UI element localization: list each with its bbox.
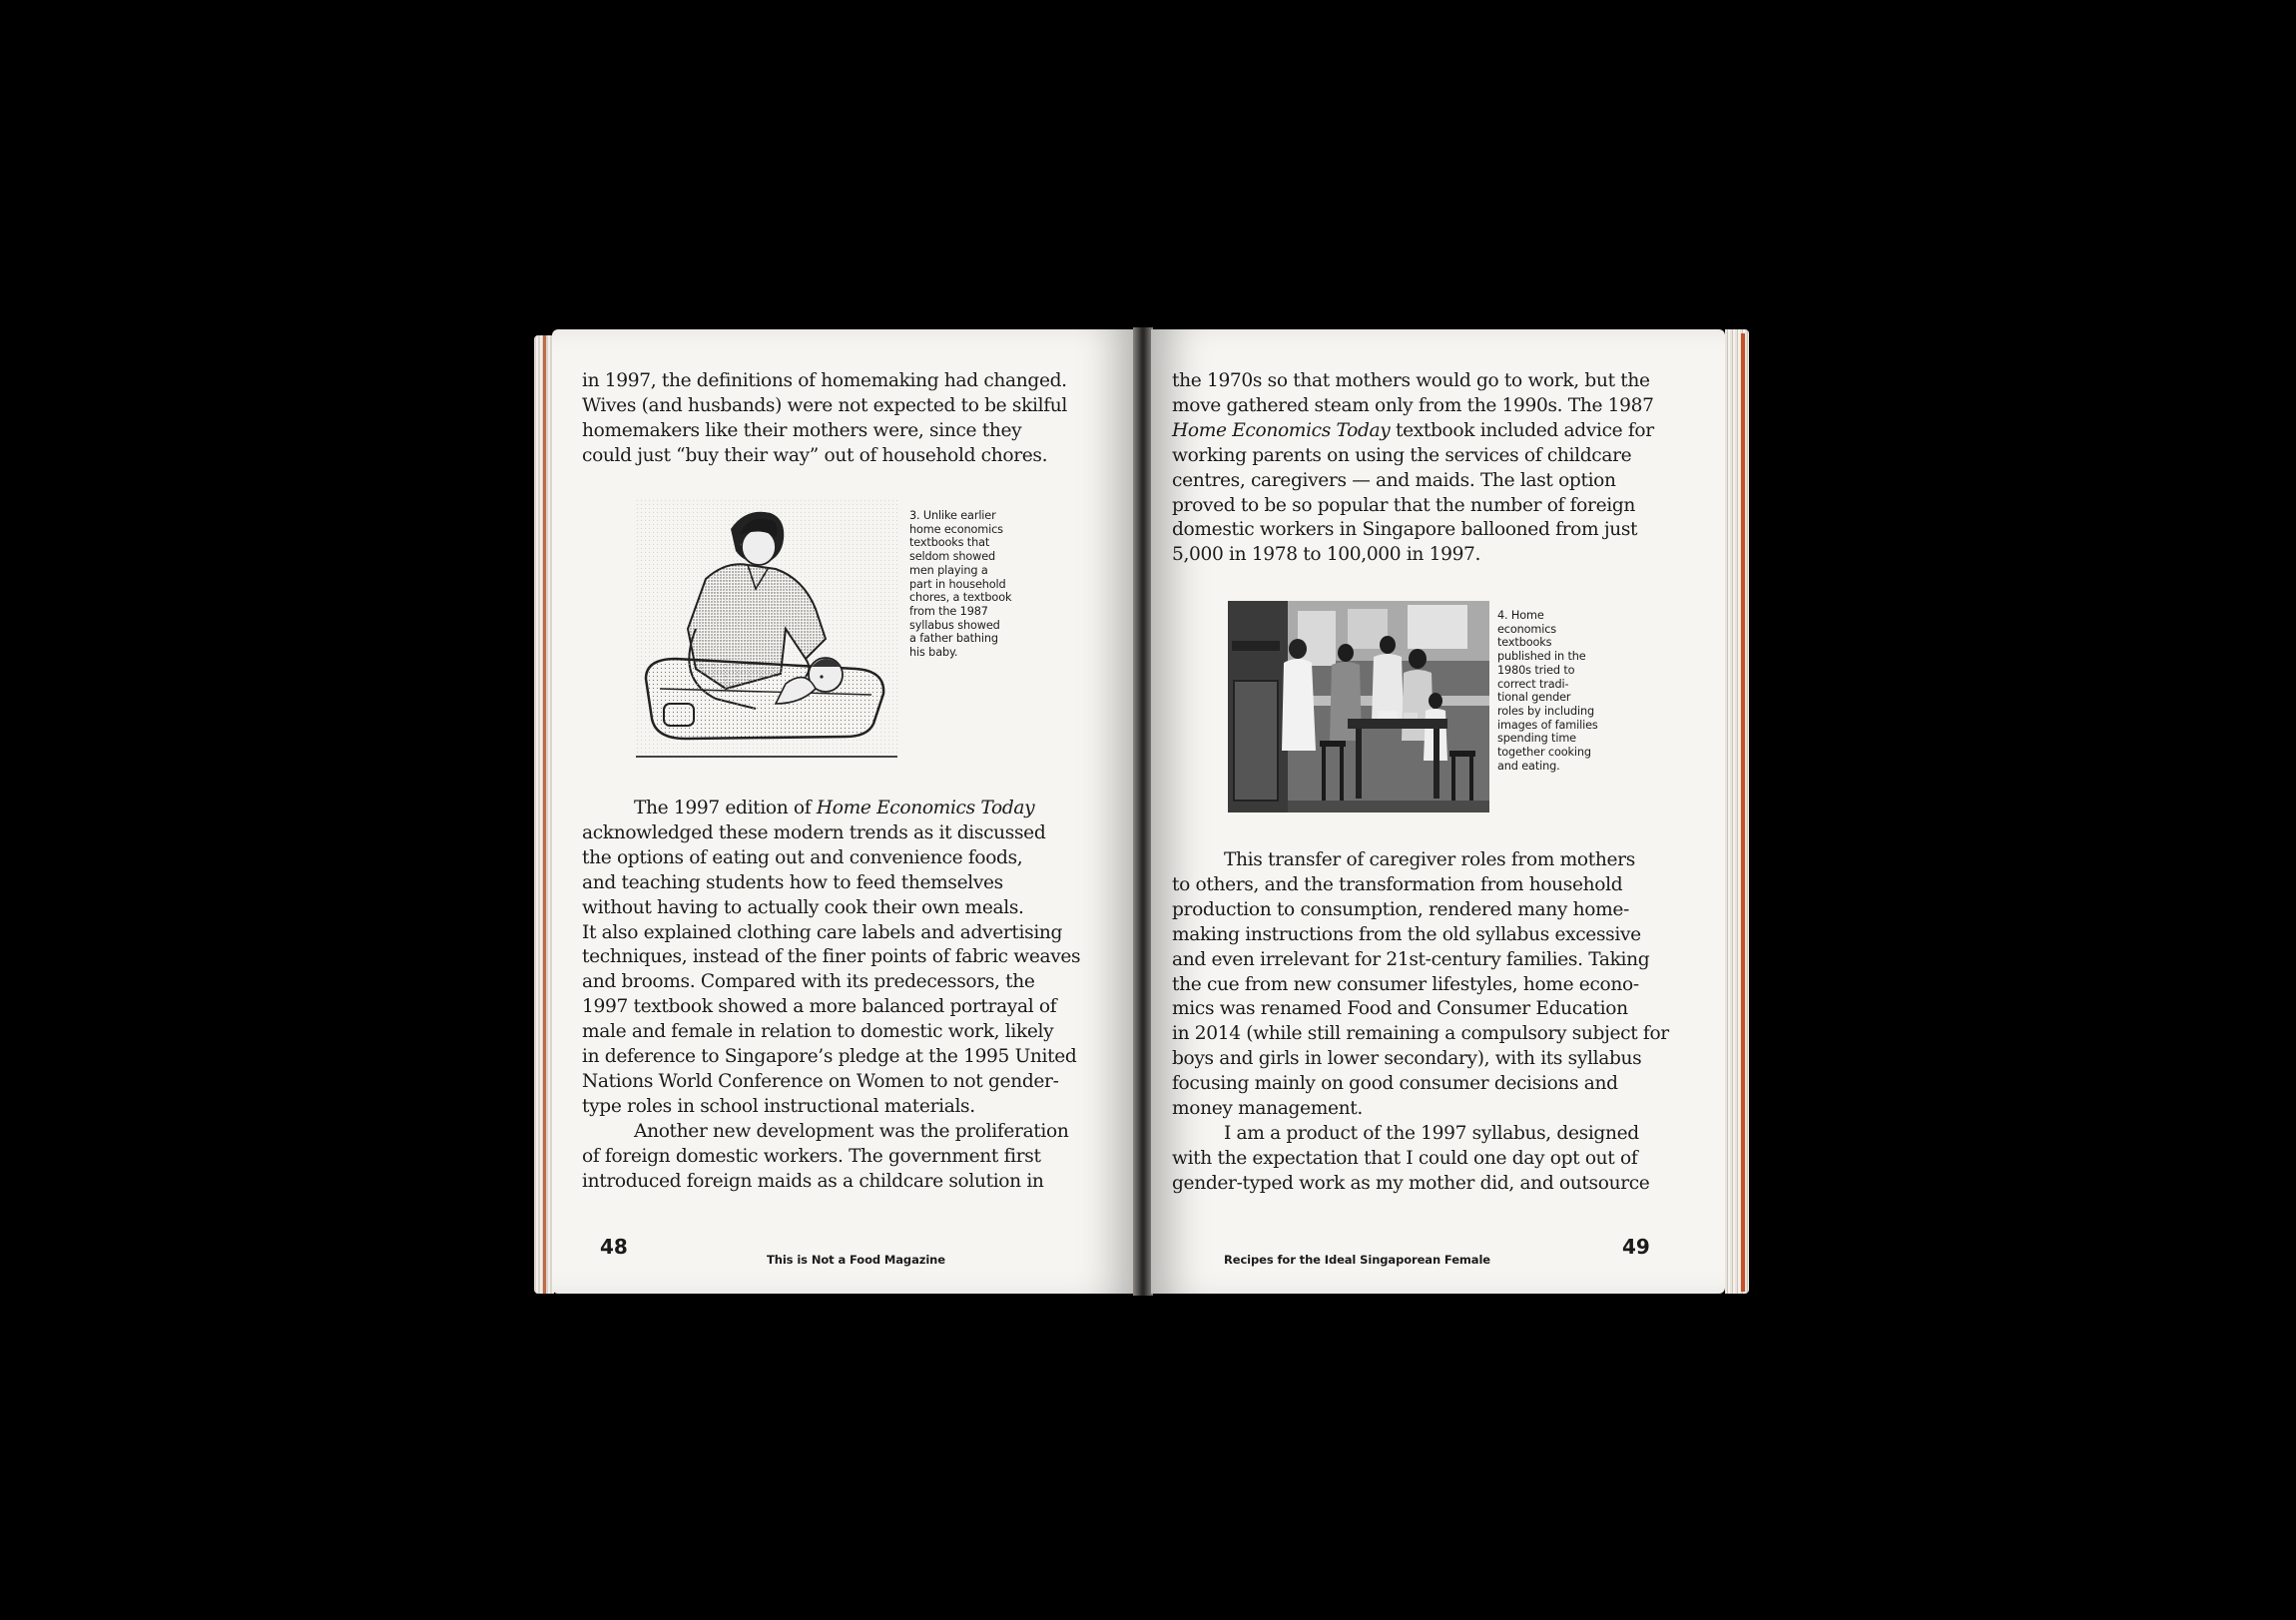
text-line: without having to actually cook their own meals. (582, 896, 1024, 918)
text-line: focusing mainly on good consumer decisions and (1172, 1073, 1618, 1095)
text-line: and even irrelevant for 21st-century families. Taking (1172, 948, 1650, 970)
text-line: homemakers like their mothers were, since they (582, 419, 1022, 441)
figure-4-caption: 4. Home economics textbooks published in the 1980s tried to correct tradi- tional gender roles by including images of families spending time together cooking and eating. (1497, 609, 1598, 773)
text-line: in deference to Singapore’s pledge at the 1995 United (582, 1046, 1077, 1068)
text-line: boys and girls in lower secondary), with its syllabus (1172, 1048, 1642, 1070)
text-line: move gathered steam only from the 1990s. The 1987 (1172, 394, 1654, 416)
text-line: techniques, instead of the finer points of fabric weaves (582, 946, 1081, 968)
text-line: the cue from new consumer lifestyles, home econo- (1172, 973, 1639, 995)
text-line: introduced foreign maids as a childcare solution in (582, 1170, 1044, 1192)
open-book (534, 321, 1749, 1300)
family-kitchen-photograph (1228, 601, 1489, 812)
left-page (552, 329, 1136, 1294)
text-line: and teaching students how to feed themselves (582, 871, 1003, 893)
text-line: with the expectation that I could one day opt out of (1172, 1147, 1638, 1169)
left-edge-stripe (543, 335, 546, 1294)
left-paragraph-1 (582, 369, 1067, 469)
text-line: Wives (and husbands) were not expected to be skilful (582, 394, 1067, 416)
text-line: making instructions from the old syllabus excessive (1172, 923, 1641, 945)
text-line: Another new development was the proliferation (634, 1120, 1069, 1142)
right-edge-stripe (1741, 333, 1745, 1292)
text-line: The 1997 edition of Home Economics Today (634, 798, 1035, 818)
text-line: working parents on using the services of childcare (1172, 444, 1632, 466)
text-line: It also explained clothing care labels and advertising (582, 921, 1063, 943)
right-page (1151, 329, 1725, 1294)
page-number-left: 48 (600, 1235, 628, 1259)
text-line: Home Economics Today textbook included advice for (1172, 419, 1654, 441)
father-bathing-baby-illustration (636, 499, 897, 759)
text-line: proved to be so popular that the number of foreign (1172, 494, 1635, 516)
text-line: and brooms. Compared with its predecessors, the (582, 971, 1035, 993)
text-line: in 1997, the definitions of homemaking had changed. (582, 370, 1067, 391)
text-line: type roles in school instructional materials. (582, 1095, 975, 1117)
text-line: centres, caregivers — and maids. The last option (1172, 469, 1616, 491)
text-line: gender-typed work as my mother did, and outsource (1172, 1172, 1650, 1194)
text-line: money management. (1172, 1098, 1363, 1120)
page-number-right: 49 (1622, 1235, 1650, 1259)
right-paragraph-2 (1172, 848, 1669, 1197)
text-line: 1997 textbook showed a more balanced portrayal of (582, 996, 1057, 1018)
text-line: Nations World Conference on Women to not gender- (582, 1070, 1059, 1092)
text-line: could just “buy their way” out of household chores. (582, 444, 1048, 466)
text-line: to others, and the transformation from household (1172, 873, 1623, 895)
right-page-edges (1725, 329, 1749, 1294)
book-gutter (1133, 327, 1153, 1296)
running-title-right: Recipes for the Ideal Singaporean Female (1224, 1253, 1491, 1267)
text-line: in 2014 (while still remaining a compulsory subject for (1172, 1023, 1669, 1045)
text-line: domestic workers in Singapore ballooned from just (1172, 519, 1638, 541)
text-line: 5,000 in 1978 to 100,000 in 1997. (1172, 544, 1481, 566)
text-line: of foreign domestic workers. The government first (582, 1145, 1041, 1167)
running-title-left: This is Not a Food Magazine (767, 1253, 945, 1267)
left-paragraph-2 (582, 797, 1080, 1195)
text-line: the 1970s so that mothers would go to work, but the (1172, 370, 1650, 391)
text-line: mics was renamed Food and Consumer Education (1172, 998, 1628, 1020)
text-line: acknowledged these modern trends as it discussed (582, 821, 1046, 843)
text-line: production to consumption, rendered many home- (1172, 898, 1629, 920)
text-line: male and female in relation to domestic work, likely (582, 1021, 1054, 1043)
text-line: This transfer of caregiver roles from mothers (1224, 849, 1635, 870)
text-line: the options of eating out and convenience foods, (582, 846, 1023, 868)
figure-3-caption: 3. Unlike earlier home economics textbooks that seldom showed men playing a part in household chores, a textbook from the 1987 syllabus showed a father bathing his baby. (909, 509, 1012, 660)
right-paragraph-1 (1172, 369, 1654, 568)
text-line: I am a product of the 1997 syllabus, designed (1224, 1122, 1639, 1144)
